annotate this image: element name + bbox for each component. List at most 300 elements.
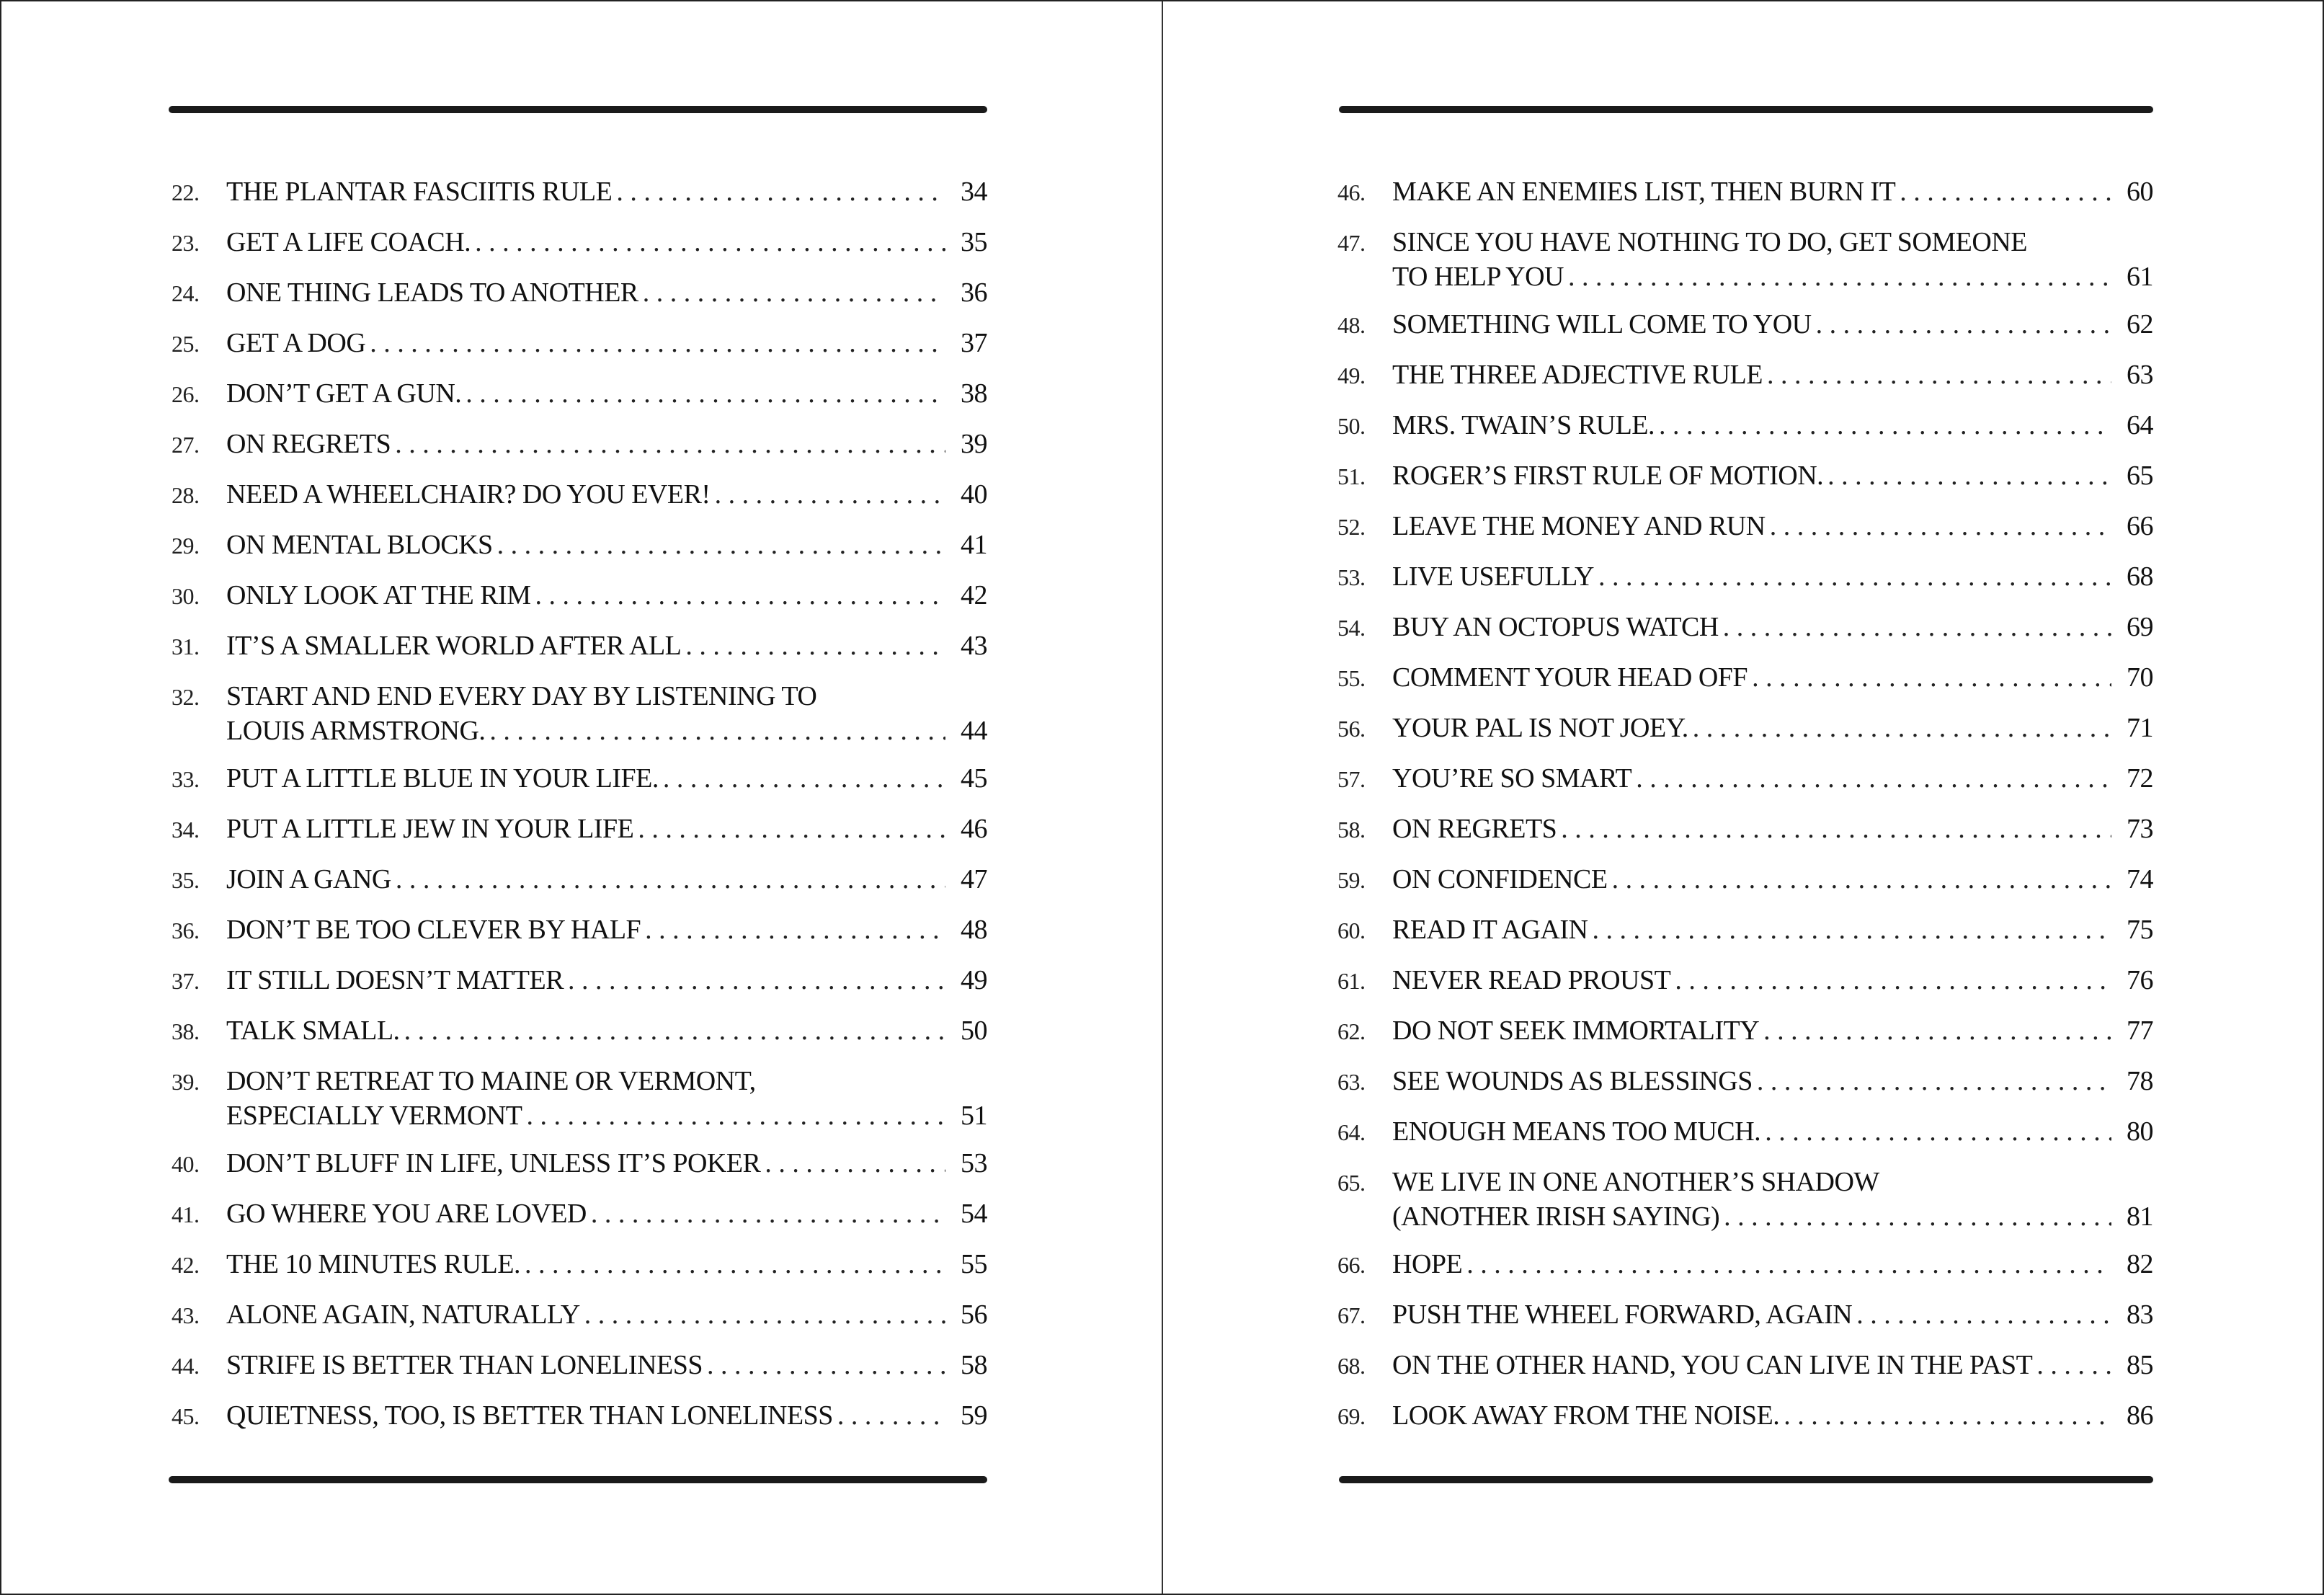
entry-line xyxy=(226,326,987,360)
entry-number: 23. xyxy=(172,230,200,256)
entry-line xyxy=(1392,559,2153,594)
dot-leader xyxy=(1568,259,2111,294)
entry-line xyxy=(1392,509,2153,543)
entry-number: 31. xyxy=(172,634,200,659)
entry-line xyxy=(226,1297,987,1332)
toc-entry xyxy=(172,326,987,361)
entry-number: 46. xyxy=(1337,179,1366,205)
entry-line xyxy=(1392,1013,2153,1048)
toc-entry xyxy=(1337,307,2153,342)
dot-leader xyxy=(584,1297,945,1332)
entry-body xyxy=(1392,711,2153,745)
entry-line xyxy=(226,174,987,209)
page-number: 38 xyxy=(961,378,987,409)
toc-entry xyxy=(172,1013,987,1049)
entry-number: 43. xyxy=(172,1302,200,1328)
entry-line xyxy=(226,427,987,461)
dot-leader xyxy=(1816,307,2111,342)
entry-number: 48. xyxy=(1337,312,1366,338)
dot-leader xyxy=(643,275,945,310)
bottom-rule xyxy=(1339,1476,2153,1483)
dot-leader xyxy=(396,862,945,897)
entry-number: 64. xyxy=(1337,1119,1366,1145)
page-number: 60 xyxy=(2127,177,2153,207)
entry-number: 62. xyxy=(1337,1018,1366,1044)
entry-line xyxy=(226,714,987,748)
dot-leader xyxy=(1592,912,2111,947)
entry-line xyxy=(1392,660,2153,695)
page-number: 73 xyxy=(2127,814,2153,844)
dot-leader xyxy=(645,912,945,947)
entry-line xyxy=(226,528,987,562)
bottom-rule xyxy=(169,1476,987,1483)
entry-body xyxy=(226,376,987,411)
entry-title: (ANOTHER IRISH SAYING) xyxy=(1392,1201,1720,1232)
entry-title: ONE THING LEADS TO ANOTHER xyxy=(226,277,638,308)
page-number: 55 xyxy=(961,1249,987,1279)
entry-title: GET A LIFE COACH. xyxy=(226,227,471,257)
toc-entry xyxy=(172,578,987,613)
toc-entry xyxy=(1337,1114,2153,1150)
entry-title: MAKE AN ENEMIES LIST, THEN BURN IT xyxy=(1392,177,1896,207)
page-number: 82 xyxy=(2127,1249,2153,1279)
dot-leader xyxy=(370,326,945,360)
entry-title: ENOUGH MEANS TOO MUCH. xyxy=(1392,1116,1761,1147)
entry-line xyxy=(226,963,987,998)
entry-line xyxy=(226,1146,987,1181)
entry-line xyxy=(1392,963,2153,998)
page-number: 61 xyxy=(2127,262,2153,292)
entry-line xyxy=(1392,259,2153,294)
entry-title: DON’T BLUFF IN LIFE, UNLESS IT’S POKER xyxy=(226,1148,761,1178)
page-number: 49 xyxy=(961,965,987,995)
toc-entry xyxy=(1337,225,2153,294)
entry-title: ESPECIALLY VERMONT xyxy=(226,1101,522,1131)
dot-leader xyxy=(707,1348,945,1382)
entry-title: GET A DOG xyxy=(226,328,366,358)
entry-number: 30. xyxy=(172,583,200,609)
dot-leader xyxy=(715,477,945,512)
toc-entry xyxy=(172,912,987,948)
entry-title: GO WHERE YOU ARE LOVED xyxy=(226,1199,587,1229)
entry-title: LIVE USEFULLY xyxy=(1392,561,1594,592)
dot-leader xyxy=(1827,458,2111,493)
page-number: 37 xyxy=(961,328,987,358)
dot-leader xyxy=(616,174,945,209)
entry-title: MRS. TWAIN’S RULE. xyxy=(1392,410,1655,440)
entry-number: 47. xyxy=(1337,230,1366,256)
page-number: 83 xyxy=(2127,1299,2153,1330)
entry-number: 44. xyxy=(172,1353,200,1379)
toc-entry xyxy=(172,1398,987,1434)
entry-number: 24. xyxy=(172,280,200,306)
entry-body xyxy=(226,1064,987,1133)
page-number: 65 xyxy=(2127,461,2153,491)
entry-line xyxy=(1392,225,2153,259)
page-number: 44 xyxy=(961,716,987,746)
dot-leader xyxy=(1767,357,2111,392)
dot-leader xyxy=(466,376,945,411)
dot-leader xyxy=(1723,610,2111,644)
page-number: 71 xyxy=(2127,713,2153,743)
entry-title: IT STILL DOESN’T MATTER xyxy=(226,965,564,995)
entry-line xyxy=(226,679,987,714)
entry-line xyxy=(1392,912,2153,947)
entry-line xyxy=(226,275,987,310)
entry-title: ROGER’S FIRST RULE OF MOTION. xyxy=(1392,461,1824,491)
entry-number: 28. xyxy=(172,482,200,508)
toc-entry xyxy=(172,679,987,748)
entry-number: 50. xyxy=(1337,413,1366,439)
entry-body xyxy=(226,528,987,562)
page-number: 81 xyxy=(2127,1201,2153,1232)
entry-title: ON MENTAL BLOCKS xyxy=(226,530,493,560)
page-number: 80 xyxy=(2127,1116,2153,1147)
entry-body xyxy=(1392,1247,2153,1281)
page-number: 77 xyxy=(2127,1016,2153,1046)
entry-line xyxy=(226,1098,987,1133)
entry-line xyxy=(1392,1297,2153,1332)
entry-number: 56. xyxy=(1337,716,1366,742)
toc-entry xyxy=(1337,963,2153,998)
entry-number: 63. xyxy=(1337,1069,1366,1095)
entry-line xyxy=(226,1247,987,1281)
toc-entry xyxy=(172,862,987,897)
page-number: 74 xyxy=(2127,864,2153,894)
entry-title: THE PLANTAR FASCIITIS RULE xyxy=(226,177,613,207)
dot-leader xyxy=(1636,761,2111,796)
page-number: 64 xyxy=(2127,410,2153,440)
toc-entry xyxy=(1337,812,2153,847)
entry-body xyxy=(226,427,987,461)
page-number: 40 xyxy=(961,479,987,510)
entry-body xyxy=(226,1013,987,1048)
dot-leader xyxy=(395,427,945,461)
toc-entry xyxy=(172,477,987,512)
entry-line xyxy=(226,628,987,663)
entry-title: READ IT AGAIN xyxy=(1392,915,1588,945)
dot-leader xyxy=(638,812,945,846)
page-number: 62 xyxy=(2127,309,2153,339)
right-page xyxy=(1163,1,2323,1594)
toc-list xyxy=(172,174,987,1449)
entry-body xyxy=(226,1146,987,1181)
entry-body xyxy=(226,912,987,947)
entry-body xyxy=(226,275,987,310)
entry-line xyxy=(1392,1247,2153,1281)
entry-line xyxy=(1392,174,2153,209)
toc-entry xyxy=(1337,1165,2153,1234)
dot-leader xyxy=(404,1013,945,1048)
entry-body xyxy=(1392,963,2153,998)
entry-line xyxy=(226,225,987,259)
toc-entry xyxy=(1337,912,2153,948)
entry-title: ON CONFIDENCE xyxy=(1392,864,1608,894)
toc-entry xyxy=(1337,408,2153,443)
entry-title: START AND END EVERY DAY BY LISTENING TO xyxy=(226,681,817,711)
entry-number: 33. xyxy=(172,766,200,792)
entry-body xyxy=(1392,408,2153,443)
entry-title: SOMETHING WILL COME TO YOU xyxy=(1392,309,1812,339)
dot-leader xyxy=(475,225,945,259)
toc-entry xyxy=(172,528,987,563)
entry-title: IT’S A SMALLER WORLD AFTER ALL xyxy=(226,631,682,661)
entry-title: LOUIS ARMSTRONG. xyxy=(226,716,486,746)
entry-body xyxy=(226,1196,987,1231)
page-number: 69 xyxy=(2127,612,2153,642)
entry-title: QUIETNESS, TOO, IS BETTER THAN LONELINESS xyxy=(226,1400,833,1431)
entry-number: 35. xyxy=(172,867,200,893)
toc-entry xyxy=(1337,1013,2153,1049)
entry-title: DON’T RETREAT TO MAINE OR VERMONT, xyxy=(226,1066,756,1096)
entry-number: 57. xyxy=(1337,766,1366,792)
entry-title: NEVER READ PROUST xyxy=(1392,965,1671,995)
entry-number: 52. xyxy=(1337,514,1366,540)
entry-number: 65. xyxy=(1337,1170,1366,1196)
entry-title: JOIN A GANG xyxy=(226,864,391,894)
entry-line xyxy=(1392,862,2153,897)
entry-body xyxy=(226,174,987,209)
page-number: 34 xyxy=(961,177,987,207)
entry-line xyxy=(1392,812,2153,846)
entry-number: 55. xyxy=(1337,665,1366,691)
dot-leader xyxy=(535,578,946,613)
entry-line xyxy=(226,912,987,947)
toc-entry xyxy=(1337,610,2153,645)
entry-number: 51. xyxy=(1337,463,1366,489)
entry-body xyxy=(1392,1165,2153,1234)
page-number: 35 xyxy=(961,227,987,257)
entry-body xyxy=(1392,912,2153,947)
entry-body xyxy=(1392,660,2153,695)
dot-leader xyxy=(1765,1114,2111,1149)
toc-entry xyxy=(1337,1297,2153,1333)
entry-body xyxy=(1392,1297,2153,1332)
entry-body xyxy=(226,477,987,512)
entry-title: TALK SMALL. xyxy=(226,1016,400,1046)
toc-entry xyxy=(1337,862,2153,897)
entry-line xyxy=(1392,1165,2153,1199)
toc-entry xyxy=(1337,357,2153,393)
dot-leader xyxy=(1612,862,2111,897)
entry-line xyxy=(226,1398,987,1433)
dot-leader xyxy=(1752,660,2111,695)
toc-entry xyxy=(172,1297,987,1333)
entry-title: ALONE AGAIN, NATURALLY xyxy=(226,1299,580,1330)
toc-entry xyxy=(1337,1398,2153,1434)
entry-line xyxy=(1392,408,2153,443)
dot-leader xyxy=(568,963,945,998)
entry-body xyxy=(226,225,987,259)
entry-number: 27. xyxy=(172,432,200,458)
top-rule xyxy=(1339,106,2153,113)
toc-entry xyxy=(172,1146,987,1181)
entry-line xyxy=(226,812,987,846)
page-number: 70 xyxy=(2127,662,2153,693)
entry-number: 61. xyxy=(1337,968,1366,994)
dot-leader xyxy=(489,714,945,748)
entry-line xyxy=(1392,1348,2153,1382)
toc-entry xyxy=(172,1247,987,1282)
toc-entry xyxy=(172,628,987,664)
page-number: 56 xyxy=(961,1299,987,1330)
page-number: 39 xyxy=(961,429,987,459)
entry-title: YOUR PAL IS NOT JOEY. xyxy=(1392,713,1688,743)
dot-leader xyxy=(525,1247,945,1281)
entry-title: THE THREE ADJECTIVE RULE xyxy=(1392,360,1763,390)
dot-leader xyxy=(1466,1247,2111,1281)
page-number: 36 xyxy=(961,277,987,308)
entry-line xyxy=(226,1196,987,1231)
entry-body xyxy=(1392,458,2153,493)
entry-number: 53. xyxy=(1337,564,1366,590)
entry-body xyxy=(226,963,987,998)
entry-title: PUT A LITTLE JEW IN YOUR LIFE xyxy=(226,814,634,844)
entry-body xyxy=(1392,1398,2153,1433)
entry-title: DON’T GET A GUN. xyxy=(226,378,462,409)
entry-number: 29. xyxy=(172,533,200,559)
toc-list xyxy=(1337,174,2153,1449)
entry-line xyxy=(226,578,987,613)
page-number: 53 xyxy=(961,1148,987,1178)
dot-leader xyxy=(837,1398,945,1433)
toc-entry xyxy=(1337,761,2153,796)
entry-line xyxy=(1392,610,2153,644)
page-number: 59 xyxy=(961,1400,987,1431)
entry-number: 68. xyxy=(1337,1353,1366,1379)
page-number: 72 xyxy=(2127,763,2153,794)
entry-body xyxy=(226,1348,987,1382)
toc-entry xyxy=(172,376,987,412)
dot-leader xyxy=(1856,1297,2111,1332)
entry-number: 38. xyxy=(172,1018,200,1044)
entry-body xyxy=(1392,862,2153,897)
top-rule xyxy=(169,106,987,113)
toc-entry xyxy=(172,1196,987,1232)
entry-body xyxy=(226,862,987,897)
entry-body xyxy=(226,326,987,360)
entry-line xyxy=(1392,458,2153,493)
page-number: 54 xyxy=(961,1199,987,1229)
toc-entry xyxy=(1337,1348,2153,1383)
dot-leader xyxy=(685,628,945,663)
entry-number: 41. xyxy=(172,1201,200,1227)
page-number: 45 xyxy=(961,763,987,794)
toc-entry xyxy=(1337,174,2153,210)
page-number: 46 xyxy=(961,814,987,844)
entry-title: NEED A WHEELCHAIR? DO YOU EVER! xyxy=(226,479,711,510)
dot-leader xyxy=(1784,1398,2111,1433)
entry-line xyxy=(226,862,987,897)
entry-body xyxy=(1392,559,2153,594)
entry-body xyxy=(1392,610,2153,644)
entry-number: 59. xyxy=(1337,867,1366,893)
toc-entry xyxy=(1337,458,2153,494)
entry-number: 49. xyxy=(1337,363,1366,388)
entry-line xyxy=(226,1064,987,1098)
page-number: 76 xyxy=(2127,965,2153,995)
dot-leader xyxy=(1598,559,2111,594)
dot-leader xyxy=(1561,812,2111,846)
dot-leader xyxy=(663,761,945,796)
entry-title: YOU’RE SO SMART xyxy=(1392,763,1632,794)
entry-title: TO HELP YOU xyxy=(1392,262,1564,292)
toc-entry xyxy=(172,963,987,998)
entry-number: 26. xyxy=(172,381,200,407)
entry-number: 34. xyxy=(172,817,200,843)
entry-title: HOPE xyxy=(1392,1249,1463,1279)
toc-entry xyxy=(172,761,987,796)
toc-entry xyxy=(1337,509,2153,544)
entry-title: SINCE YOU HAVE NOTHING TO DO, GET SOMEONE xyxy=(1392,227,2027,257)
entry-body xyxy=(1392,812,2153,846)
entry-number: 37. xyxy=(172,968,200,994)
entry-body xyxy=(1392,761,2153,796)
entry-title: ON THE OTHER HAND, YOU CAN LIVE IN THE PAST xyxy=(1392,1350,2033,1380)
page-number: 51 xyxy=(961,1101,987,1131)
entry-title: DON’T BE TOO CLEVER BY HALF xyxy=(226,915,641,945)
entry-title: LEAVE THE MONEY AND RUN xyxy=(1392,511,1766,541)
page-number: 42 xyxy=(961,580,987,610)
entry-line xyxy=(1392,1398,2153,1433)
toc-entry xyxy=(172,1348,987,1383)
entry-number: 54. xyxy=(1337,615,1366,641)
page-number: 85 xyxy=(2127,1350,2153,1380)
entry-line xyxy=(1392,761,2153,796)
toc-entry xyxy=(1337,1064,2153,1099)
entry-number: 42. xyxy=(172,1252,200,1278)
entry-body xyxy=(1392,225,2153,294)
entry-body xyxy=(226,812,987,846)
entry-title: LOOK AWAY FROM THE NOISE. xyxy=(1392,1400,1780,1431)
entry-body xyxy=(226,578,987,613)
dot-leader xyxy=(2036,1348,2111,1382)
entry-number: 40. xyxy=(172,1151,200,1177)
entry-body xyxy=(1392,1064,2153,1098)
entry-body xyxy=(1392,1114,2153,1149)
dot-leader xyxy=(1770,509,2111,543)
entry-body xyxy=(1392,1348,2153,1382)
entry-number: 60. xyxy=(1337,918,1366,943)
entry-title: COMMENT YOUR HEAD OFF xyxy=(1392,662,1748,693)
page-number: 58 xyxy=(961,1350,987,1380)
toc-entry xyxy=(172,174,987,210)
entry-line xyxy=(1392,357,2153,392)
entry-number: 66. xyxy=(1337,1252,1366,1278)
entry-title: PUSH THE WHEEL FORWARD, AGAIN xyxy=(1392,1299,1853,1330)
entry-body xyxy=(226,1247,987,1281)
page-number: 86 xyxy=(2127,1400,2153,1431)
page-number: 66 xyxy=(2127,511,2153,541)
entry-line xyxy=(226,1013,987,1048)
page-number: 75 xyxy=(2127,915,2153,945)
entry-title: ONLY LOOK AT THE RIM xyxy=(226,580,531,610)
entry-body xyxy=(1392,357,2153,392)
entry-line xyxy=(1392,1199,2153,1234)
page-number: 41 xyxy=(961,530,987,560)
entry-number: 45. xyxy=(172,1403,200,1429)
toc-entry xyxy=(1337,559,2153,595)
entry-line xyxy=(226,1348,987,1382)
page-number: 47 xyxy=(961,864,987,894)
entry-title: THE 10 MINUTES RULE. xyxy=(226,1249,520,1279)
dot-leader xyxy=(1757,1064,2111,1098)
entry-title: SEE WOUNDS AS BLESSINGS xyxy=(1392,1066,1753,1096)
entry-body xyxy=(226,1398,987,1433)
dot-leader xyxy=(1763,1013,2111,1048)
entry-body xyxy=(1392,174,2153,209)
entry-line xyxy=(1392,307,2153,342)
